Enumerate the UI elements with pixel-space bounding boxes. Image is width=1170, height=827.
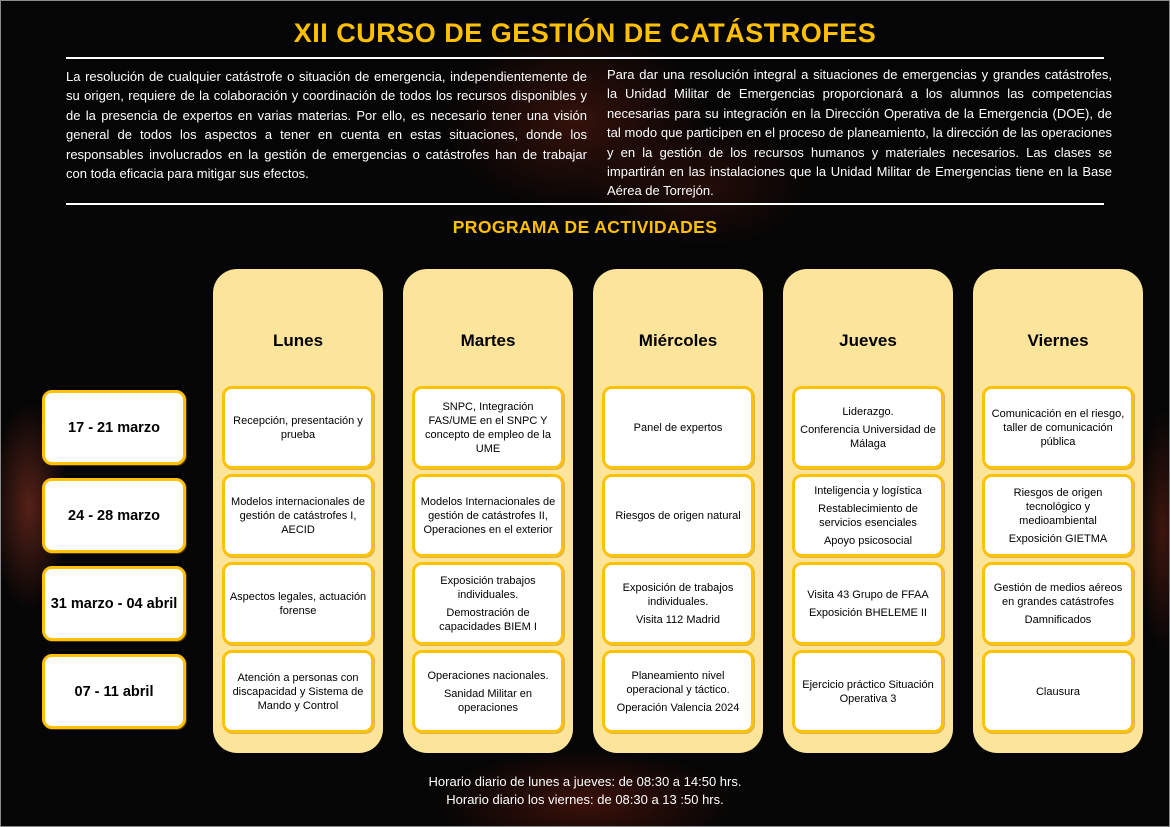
cell-paragraph: Comunicación en el riesgo, taller de comunicación pública bbox=[991, 407, 1125, 448]
day-header-miercoles: Miércoles bbox=[638, 331, 718, 350]
section-title: PROGRAMA DE ACTIVIDADES bbox=[452, 217, 718, 237]
cell-paragraph: Liderazgo. bbox=[842, 405, 894, 418]
cell-paragraph: Modelos Internacionales de gestión de catástrofes II, Operaciones en el exterior bbox=[420, 495, 556, 536]
day-header-viernes: Viernes bbox=[1027, 331, 1089, 350]
title-divider bbox=[66, 57, 1104, 59]
schedule-cell-jueves-row4 bbox=[792, 650, 944, 733]
cell-paragraph: Riesgos de origen tecnológico y medioambiental bbox=[1013, 486, 1103, 527]
schedule-cell-miercoles-row2 bbox=[602, 474, 754, 557]
schedule-cell-jueves-row2 bbox=[792, 474, 944, 557]
cell-paragraph: Damnificados bbox=[1024, 613, 1092, 626]
schedule-cell-lunes-row3 bbox=[222, 562, 374, 645]
day-header-martes: Martes bbox=[460, 331, 516, 350]
schedule-cell-viernes-row2 bbox=[982, 474, 1134, 557]
cell-paragraph: Conferencia Universidad de Málaga bbox=[800, 423, 936, 450]
schedule-cell-lunes-row1 bbox=[222, 386, 374, 469]
date-range-row3: 31 marzo - 04 abril bbox=[42, 566, 186, 641]
cell-paragraph: Restablecimiento de servicios esenciales bbox=[818, 502, 918, 529]
day-column-martes bbox=[403, 269, 573, 753]
cell-paragraph: Atención a personas con discapacidad y Sistema de Mando y Control bbox=[232, 671, 364, 712]
cell-paragraph: Ejercicio práctico Situación Operativa 3 bbox=[802, 678, 934, 705]
cell-paragraph: Gestión de medios aéreos en grandes catástrofes bbox=[993, 581, 1123, 608]
schedule-cell-miercoles-row3 bbox=[602, 562, 754, 645]
schedule-cell-miercoles-row4 bbox=[602, 650, 754, 733]
date-range-row1: 17 - 21 marzo bbox=[42, 390, 186, 465]
cell-paragraph: Exposición BHELEME II bbox=[809, 606, 927, 619]
cell-paragraph: Apoyo psicosocial bbox=[823, 534, 913, 547]
cell-paragraph: Recepción, presentación y prueba bbox=[233, 414, 363, 441]
cell-paragraph: Operación Valencia 2024 bbox=[616, 701, 740, 714]
day-column-viernes bbox=[973, 269, 1143, 753]
cell-paragraph: Sanidad Militar en operaciones bbox=[443, 687, 533, 714]
cell-paragraph: Exposición de trabajos individuales. bbox=[622, 581, 734, 608]
cell-paragraph: Modelos internacionales de gestión de catástrofes I, AECID bbox=[231, 495, 365, 536]
cell-paragraph: Exposición trabajos individuales. bbox=[440, 574, 536, 601]
hours-weekdays: Horario diario de lunes a jueves: de 08:30 a 14:50 hrs. bbox=[428, 774, 742, 789]
date-range-row2: 24 - 28 marzo bbox=[42, 478, 186, 553]
cell-paragraph: Planeamiento nivel operacional y táctico. bbox=[626, 669, 730, 696]
intro-paragraph-left: La resolución de cualquier catástrofe o situación de emergencia, independientemente de su origen, requiere de la colaboración y coordinación de todos los recursos disponibles y de la presencia de expertos en varias materias. Por ello, es necesario tener una visión general de todos los aspectos a tener en cuenta en estas situaciones, donde los responsables involucrados en la gestión de emergencias o catástrofes han de trabajar con toda eficacia para mitigar sus efectos. bbox=[66, 69, 587, 182]
schedule-cell-martes-row2 bbox=[412, 474, 564, 557]
cell-paragraph: Aspectos legales, actuación forense bbox=[229, 590, 367, 617]
day-column-lunes bbox=[213, 269, 383, 753]
course-title: XII CURSO DE GESTIÓN DE CATÁSTROFES bbox=[293, 18, 877, 48]
schedule-cell-martes-row1 bbox=[412, 386, 564, 469]
intro-paragraph-right: Para dar una resolución integral a situaciones de emergencias y grandes catástrofes, la Unidad Militar de Emergencias proporcionará a los alumnos las competencias necesarias para su integración en la Dirección Operativa de la Emergencia (DOE), de tal modo que participen en el proceso de planeamiento, la dirección de las operaciones y en la gestión de los recursos humanos y materiales necesarios. Las clases se impartirán en las instalaciones que la Unidad Militar de Emergencias tiene en la Base Aérea de Torrejón. bbox=[607, 67, 1112, 199]
cell-paragraph: Panel de expertos bbox=[633, 421, 723, 434]
schedule-cell-lunes-row2 bbox=[222, 474, 374, 557]
cell-paragraph: SNPC, Integración FAS/UME en el SNPC Y concepto de empleo de la UME bbox=[425, 400, 551, 455]
schedule-cell-lunes-row4 bbox=[222, 650, 374, 733]
cell-paragraph: Inteligencia y logística bbox=[814, 484, 922, 497]
hours-friday: Horario diario los viernes: de 08:30 a 13 :50 hrs. bbox=[446, 792, 724, 807]
cell-paragraph: Riesgos de origen natural bbox=[615, 509, 741, 522]
cell-paragraph: Exposición GIETMA bbox=[1008, 532, 1108, 545]
schedule-cell-jueves-row3 bbox=[792, 562, 944, 645]
day-header-lunes: Lunes bbox=[272, 331, 324, 350]
schedule-cell-viernes-row4 bbox=[982, 650, 1134, 733]
date-range-row4: 07 - 11 abril bbox=[42, 654, 186, 729]
schedule-cell-martes-row4 bbox=[412, 650, 564, 733]
schedule-cell-martes-row3 bbox=[412, 562, 564, 645]
cell-paragraph: Clausura bbox=[1035, 685, 1081, 698]
schedule-cell-viernes-row1 bbox=[982, 386, 1134, 469]
day-column-jueves bbox=[783, 269, 953, 753]
cell-paragraph: Visita 112 Madrid bbox=[636, 613, 720, 626]
cell-paragraph: Operaciones nacionales. bbox=[427, 669, 549, 682]
cell-paragraph: Visita 43 Grupo de FFAA bbox=[807, 588, 929, 601]
schedule-cell-viernes-row3 bbox=[982, 562, 1134, 645]
day-header-jueves: Jueves bbox=[839, 331, 897, 350]
schedule-cell-miercoles-row1 bbox=[602, 386, 754, 469]
cell-paragraph: Demostración de capacidades BIEM I bbox=[439, 606, 537, 633]
schedule-hours bbox=[1, 773, 1169, 809]
schedule-cell-jueves-row1 bbox=[792, 386, 944, 469]
section-divider bbox=[66, 203, 1104, 205]
day-column-miercoles bbox=[593, 269, 763, 753]
